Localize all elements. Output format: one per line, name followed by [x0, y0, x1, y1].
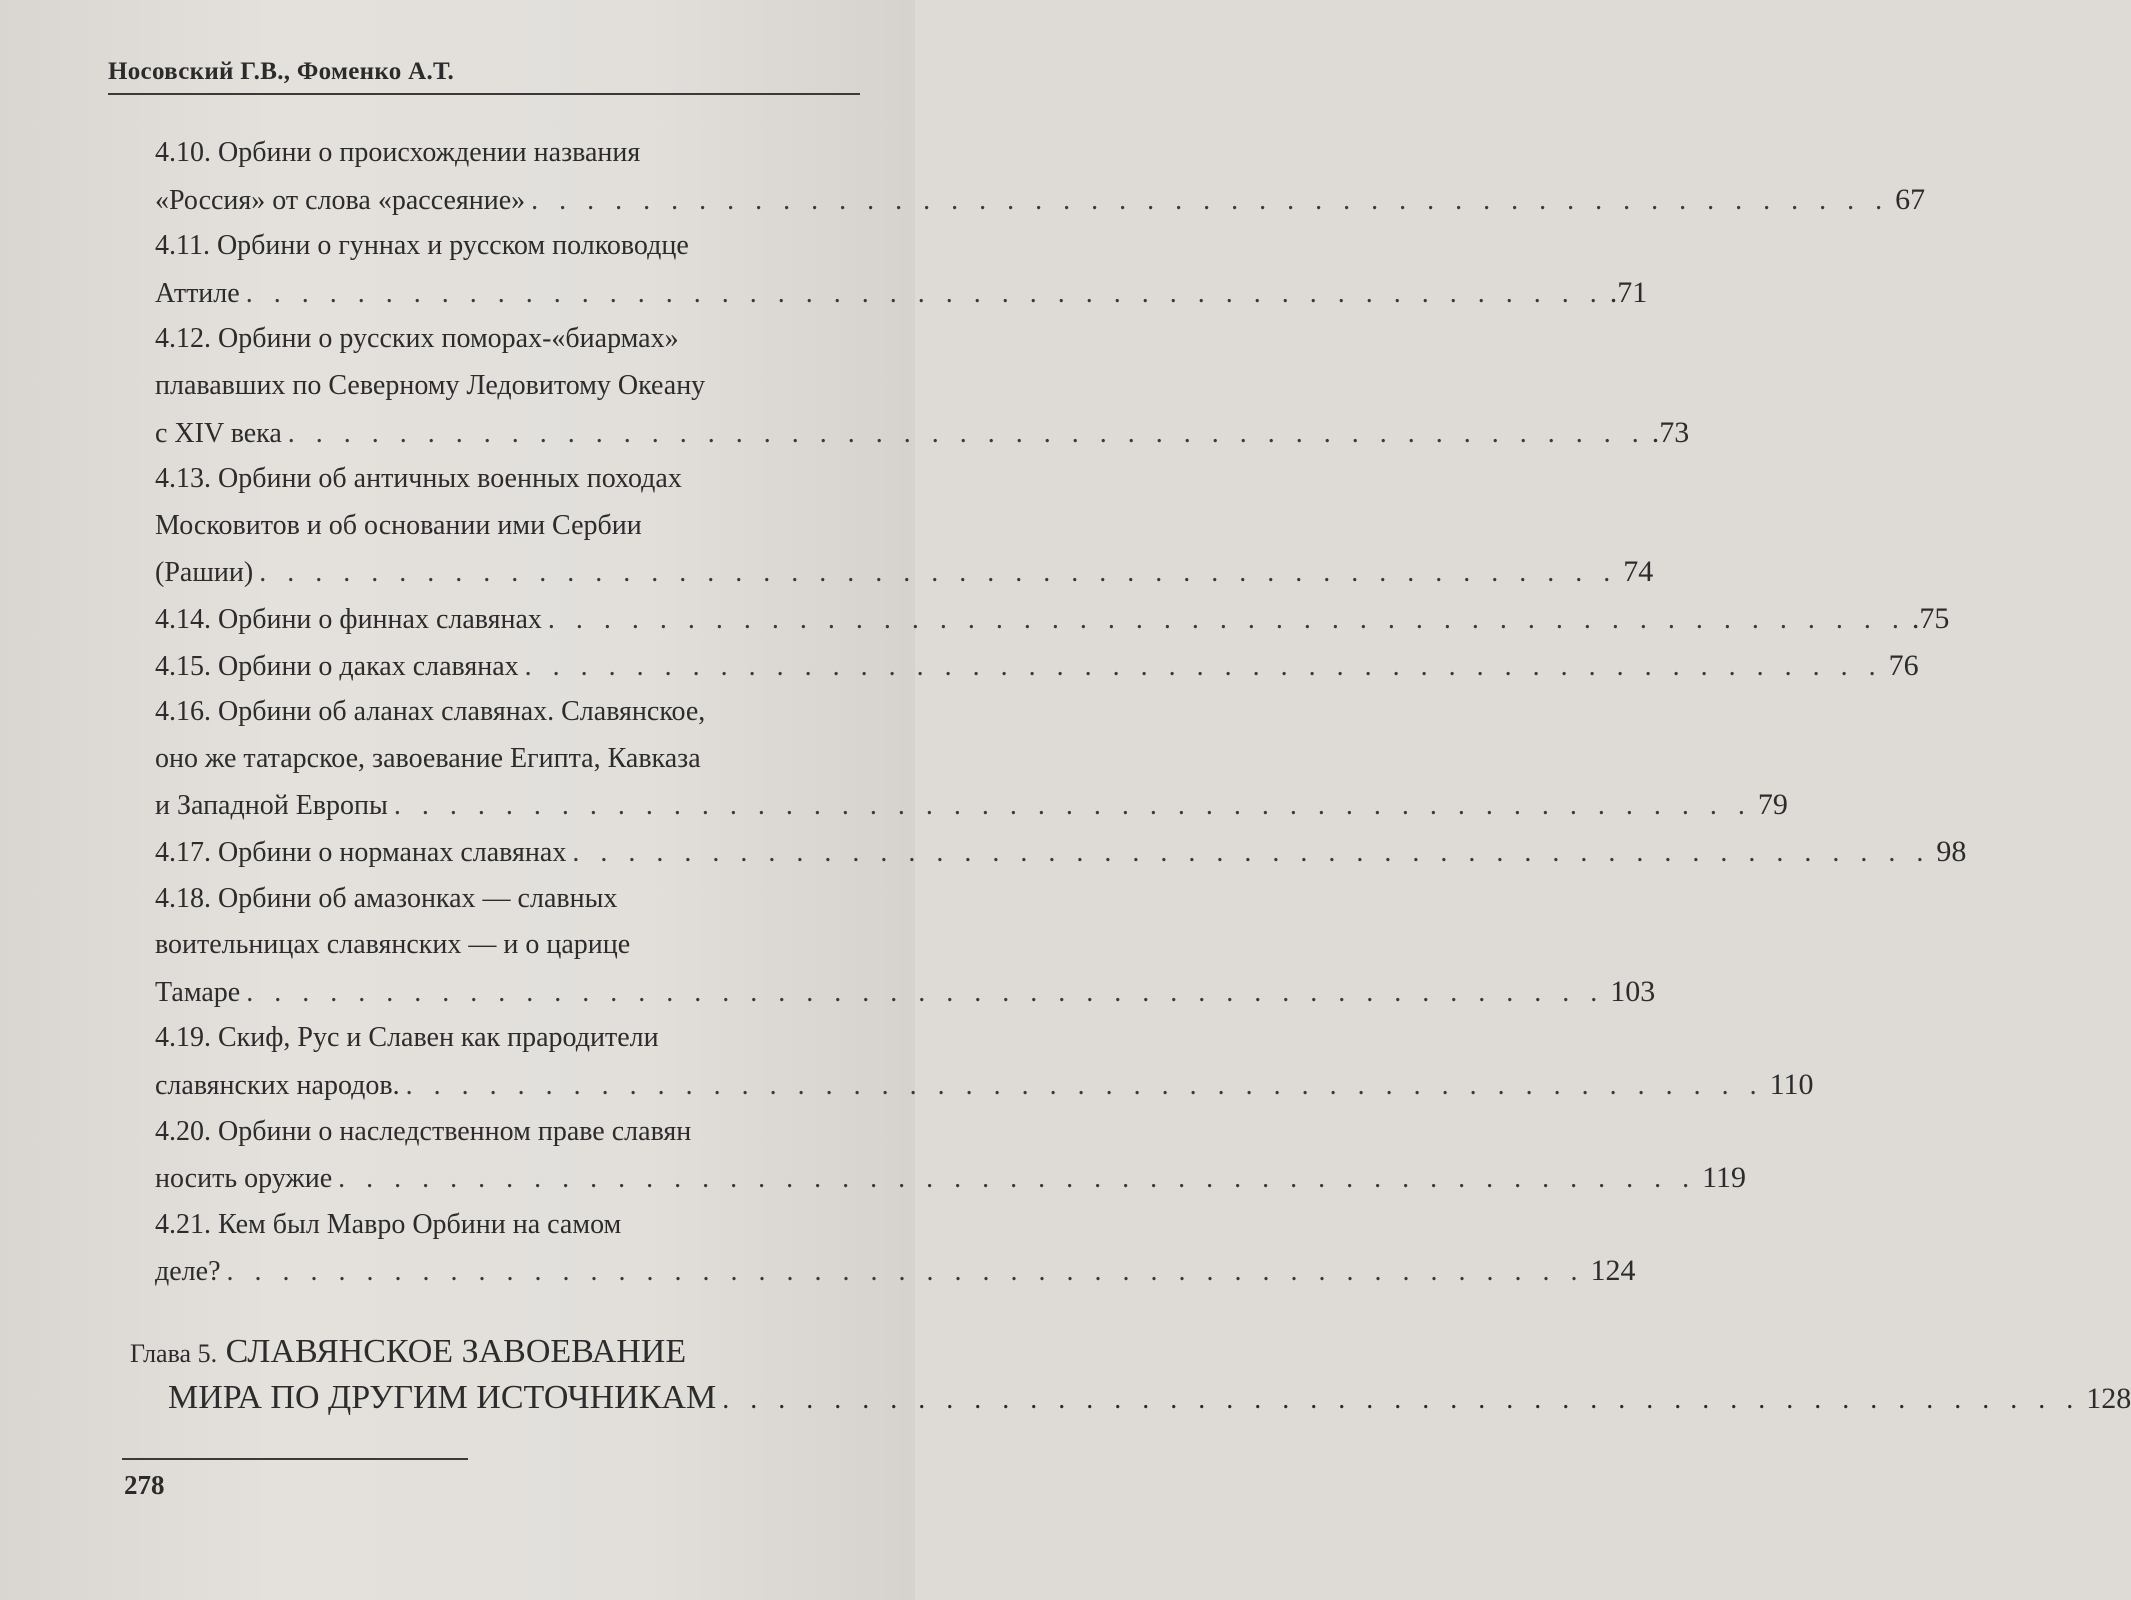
toc-page-number: .73 [1651, 415, 1690, 449]
toc-entry[interactable] [155, 410, 1690, 457]
toc-page-number: 79 [1757, 788, 1788, 822]
toc-entry-line: 4.10. Орбини о происхождении названия [155, 137, 641, 168]
toc-entry[interactable] [155, 1062, 1814, 1109]
dot-leader: . . . . . . . . . . . . . . . . . . . . . . . . . . . . . . . . . . . . . . . . . . . . . . . . . [226, 1256, 1585, 1288]
toc-entry-title: (Рашии) [155, 557, 254, 589]
toc-entry-line: плававших по Северному Ледовитому Океану [155, 370, 706, 401]
dot-leader: . . . . . . . . . . . . . . . . . . . . . . . . . . . . . . . . . . . . . . . . . . . . . . . . . [722, 1384, 2081, 1415]
dot-leader: . . . . . . . . . . . . . . . . . . . . . . . . . . . . . . . . . . . . . . . . . . . . . . . . . [547, 604, 1906, 635]
toc-entry-title: «Россия» от слова «рассеяние» [155, 184, 526, 216]
toc-page-number: 119 [1702, 1161, 1747, 1195]
chapter-heading-last-line [168, 1373, 2131, 1425]
toc-entry-title: Тамаре [155, 976, 241, 1008]
toc-entry-title: 4.15. Орбини о даках славянах [155, 650, 519, 682]
toc-entry[interactable] [155, 829, 1967, 876]
dot-leader: . . . . . . . . . . . . . . . . . . . . . . . . . . . . . . . . . . . . . . . . . . . . . . . . . [572, 837, 1931, 868]
toc-entry[interactable] [155, 596, 1950, 643]
toc-entry-title: Аттиле [155, 277, 240, 309]
toc-entry-title: с XIV века [155, 417, 282, 449]
running-head: Носовский Г.В., Фоменко А.Т. [108, 58, 455, 85]
toc-entry[interactable] [155, 643, 1919, 690]
toc-entry[interactable] [155, 1155, 1747, 1202]
dot-leader: . . . . . . . . . . . . . . . . . . . . . . . . . . . . . . . . . . . . . . . . . . . . . . . . . [531, 184, 1890, 216]
toc-entry[interactable] [155, 969, 1656, 1016]
toc-entry-line: 4.11. Орбини о гуннах и русском полководце [155, 230, 689, 262]
toc-entry-title: 4.17. Орбини о норманах славянах [155, 837, 567, 868]
toc-entry-line: воительницах славянских — и о царице [155, 929, 631, 961]
chapter-page-number: 128 [2086, 1382, 2131, 1415]
toc-entry-line: 4.19. Скиф, Рус и Славен как прародители [155, 1022, 659, 1054]
toc-entry-line: оно же татарское, завоевание Египта, Кавказа [155, 742, 701, 774]
toc-entry-line: 4.21. Кем был Мавро Орбини на самом [155, 1208, 622, 1240]
toc-page-number: .71 [1609, 275, 1648, 309]
toc-entry-line: Московитов и об основании ими Сербии [155, 509, 642, 541]
dot-leader: . . . . . . . . . . . . . . . . . . . . . . . . . . . . . . . . . . . . . . . . . . . . . . . . . [259, 557, 1618, 589]
toc-page-number: 103 [1610, 974, 1656, 1008]
toc-page-number: .75 [1911, 602, 1950, 635]
page-number: 278 [124, 1470, 165, 1500]
chapter-title-line2: МИРА ПО ДРУГИМ ИСТОЧНИКАМ [168, 1379, 717, 1416]
toc-entry[interactable] [155, 1248, 1636, 1295]
toc-entry-title: 4.14. Орбини о финнах славянах [155, 604, 542, 635]
chapter-heading [130, 1327, 875, 1379]
toc-page-number: 76 [1888, 648, 1919, 682]
dot-leader: . . . . . . . . . . . . . . . . . . . . . . . . . . . . . . . . . . . . . . . . . . . . . . . . . [393, 790, 1752, 822]
toc-page-number: 124 [1590, 1254, 1636, 1288]
toc-entry-title: деле? [155, 1256, 221, 1288]
toc-entry[interactable] [155, 270, 1648, 317]
chapter-title-line1: СЛАВЯНСКОЕ ЗАВОЕВАНИЕ [225, 1333, 687, 1370]
dot-leader: . . . . . . . . . . . . . . . . . . . . . . . . . . . . . . . . . . . . . . . . . . . . . . . . . [287, 417, 1646, 449]
dot-leader: . . . . . . . . . . . . . . . . . . . . . . . . . . . . . . . . . . . . . . . . . . . . . . . . . [338, 1163, 1697, 1195]
header-rule [108, 93, 860, 95]
toc-entry-title: и Западной Европы [155, 790, 388, 822]
toc-entry[interactable] [155, 177, 1926, 224]
chapter-prefix: Глава 5. [130, 1339, 218, 1368]
toc-entry-title: носить оружие [155, 1163, 333, 1195]
dot-leader: . . . . . . . . . . . . . . . . . . . . . . . . . . . . . . . . . . . . . . . . . . . . . . . . . [246, 976, 1605, 1008]
toc-entry-line: 4.12. Орбини о русских поморах-«биармах» [155, 323, 679, 355]
toc-entry-line: 4.16. Орбини об аланах славянах. Славянское, [155, 696, 706, 728]
dot-leader: . . . . . . . . . . . . . . . . . . . . . . . . . . . . . . . . . . . . . . . . . . . . . . . . . [524, 650, 1883, 682]
toc-entry[interactable] [155, 782, 1788, 829]
toc-page-number: 98 [1936, 835, 1967, 868]
dot-leader: . . . . . . . . . . . . . . . . . . . . . . . . . . . . . . . . . . . . . . . . . . . . . . . . . [245, 277, 1604, 309]
toc-entry-line: 4.13. Орбини об античных военных походах [155, 463, 682, 495]
toc-entry-line: 4.18. Орбини об амазонках — славных [155, 882, 618, 914]
toc-entry-line: 4.20. Орбини о наследственном праве славян [155, 1115, 692, 1147]
toc-entry-title: славянских народов. [155, 1070, 400, 1101]
dot-leader: . . . . . . . . . . . . . . . . . . . . . . . . . . . . . . . . . . . . . . . . . . . . . . . . . [405, 1070, 1764, 1101]
footer-rule [122, 1458, 468, 1460]
toc-page-number: 67 [1895, 182, 1926, 216]
toc-page-number: 74 [1623, 555, 1654, 589]
toc-entry[interactable] [155, 549, 1654, 596]
toc-page-number: 110 [1769, 1068, 1814, 1101]
